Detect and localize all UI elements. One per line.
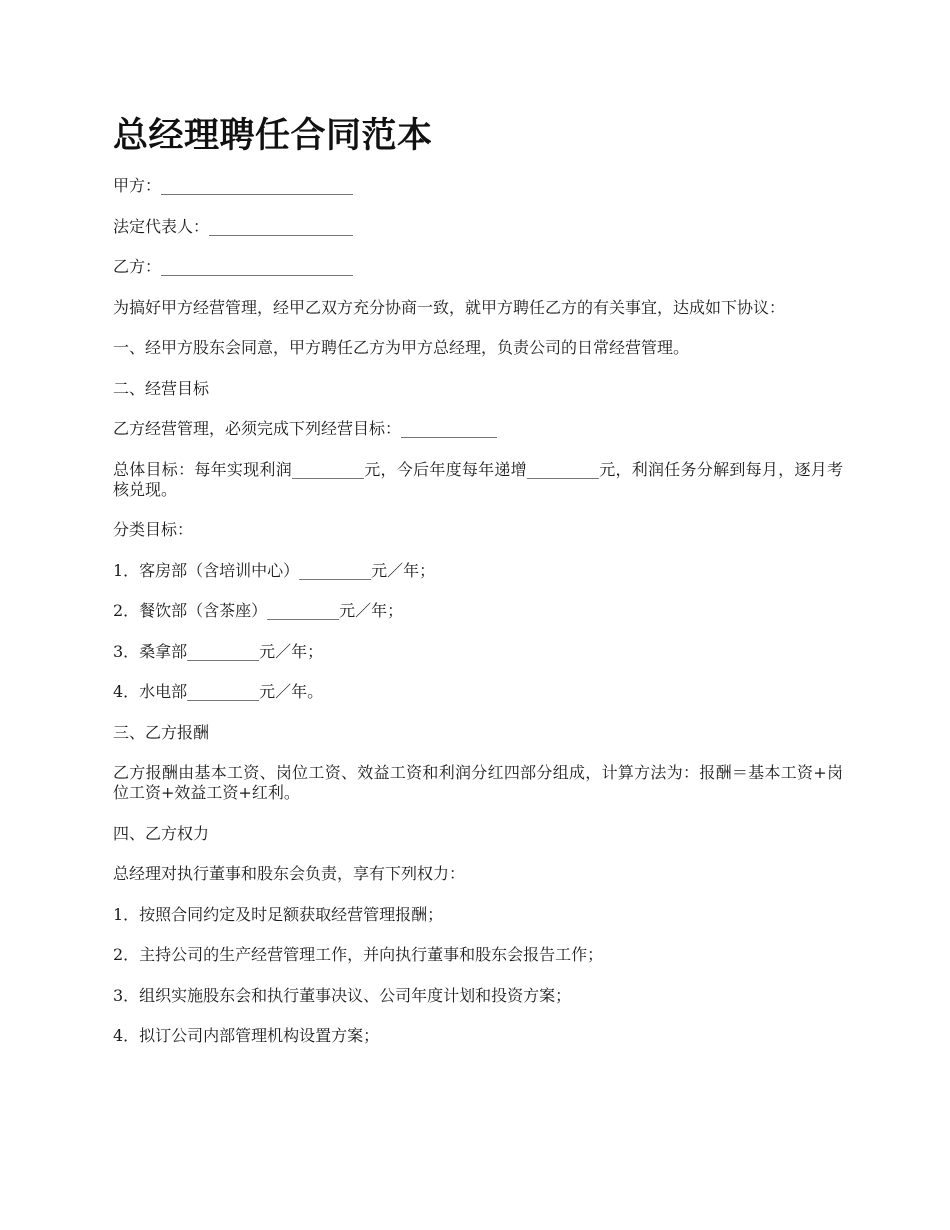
document-title: 总经理聘任合同范本 (113, 116, 433, 156)
rights-intro: 总经理对执行董事和股东会负责，享有下列权力： (113, 864, 466, 883)
section-heading-remuneration: 三、乙方报酬 (113, 722, 210, 742)
legal-representative-line: 法定代表人：__________________ (113, 216, 354, 236)
goal-item: 3．桑拿部_________元／年； (113, 641, 324, 661)
goal-item: 1．客房部（含培训中心）_________元／年； (113, 560, 436, 580)
preamble-paragraph: 为搞好甲方经营管理，经甲乙双方充分协商一致，就甲方聘任乙方的有关事宜，达成如下协议： (113, 297, 786, 317)
goal-item: 2．餐饮部（含茶座）_________元／年； (113, 601, 404, 620)
rights-item: 1．按照合同约定及时足额获取经营管理报酬； (113, 904, 444, 924)
party-b-line: 乙方：________________________ (113, 257, 354, 276)
business-goals-intro: 乙方经营管理，必须完成下列经营目标：____________ (113, 419, 498, 438)
section-heading-rights: 四、乙方权力 (113, 823, 210, 843)
party-a-line: 甲方：________________________ (113, 176, 354, 195)
remuneration-paragraph: 乙方报酬由基本工资、岗位工资、效益工资和利润分红四部分组成，计算方法为：报酬＝基本工资+岗位工资+效益工资+红利。 (113, 763, 843, 802)
document-page (113, 112, 843, 1067)
clause-1: 一、经甲方股东会同意，甲方聘任乙方为甲方总经理，负责公司的日常经营管理。 (113, 338, 690, 357)
rights-item: 4．拟订公司内部管理机构设置方案； (113, 1026, 380, 1045)
rights-item: 3．组织实施股东会和执行董事决议、公司年度计划和投资方案； (113, 985, 572, 1005)
category-goals-heading: 分类目标： (113, 520, 194, 539)
goal-item: 4．水电部_________元／年。 (113, 682, 324, 701)
rights-item: 2．主持公司的生产经营管理工作，并向执行董事和股东会报告工作； (113, 945, 604, 964)
overall-goal-paragraph: 总体目标：每年实现利润_________元，今后年度每年递增_________元，利润任务分解到每月，逐月考核兑现。 (113, 459, 843, 499)
section-heading-business-goals: 二、经营目标 (113, 378, 210, 398)
